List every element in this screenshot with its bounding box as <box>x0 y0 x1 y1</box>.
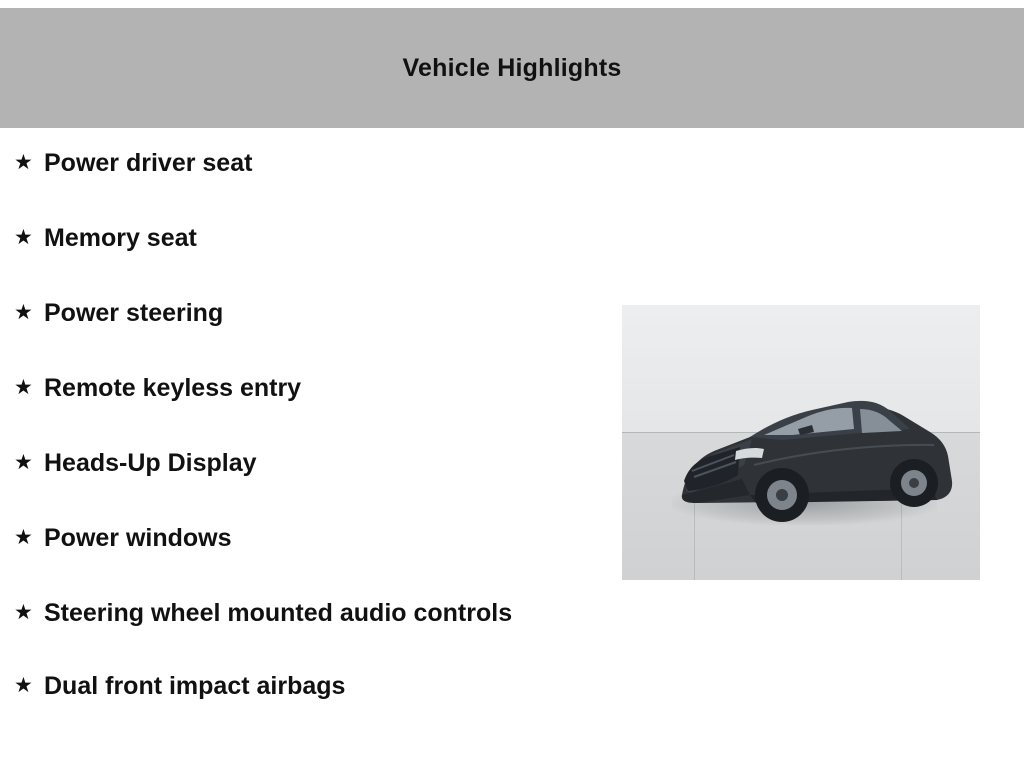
feature-label: Heads-Up Display <box>44 449 257 477</box>
star-icon: ★ <box>14 151 33 174</box>
star-icon: ★ <box>14 526 33 549</box>
star-icon: ★ <box>14 601 33 624</box>
star-icon: ★ <box>14 674 33 697</box>
star-icon: ★ <box>14 376 33 399</box>
list-item <box>0 221 600 267</box>
feature-label: Steering wheel mounted audio controls <box>44 599 513 627</box>
list-item <box>0 146 600 192</box>
feature-label: Memory seat <box>44 224 197 252</box>
star-icon: ★ <box>14 451 33 474</box>
feature-label: Remote keyless entry <box>44 374 302 402</box>
header-bar <box>0 8 1024 128</box>
content-area <box>0 128 1024 768</box>
suv-illustration-icon <box>622 305 980 580</box>
star-icon: ★ <box>14 226 33 249</box>
star-icon: ★ <box>14 301 33 324</box>
feature-label: Power windows <box>44 524 232 552</box>
feature-label: Power driver seat <box>44 149 253 177</box>
list-item <box>0 521 600 567</box>
list-item <box>0 669 600 715</box>
feature-label: Dual front impact airbags <box>44 672 346 700</box>
vehicle-photo <box>622 305 980 580</box>
list-item <box>0 596 600 642</box>
vehicle-features-list <box>0 146 600 744</box>
list-item <box>0 296 600 342</box>
feature-label: Power steering <box>44 299 224 327</box>
page-title: Vehicle Highlights <box>402 53 622 82</box>
list-item <box>0 446 600 492</box>
list-item <box>0 371 600 417</box>
